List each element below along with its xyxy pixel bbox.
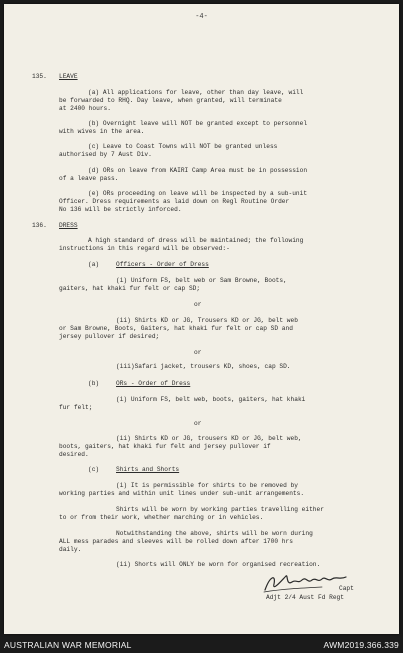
ors-ii-line-3: desired. [59,451,89,458]
shirts-notwithstanding-line-1: Notwithstanding the above, shirts will be worn during [116,530,313,537]
leave-b-line-2: with wives in the area. [59,128,145,135]
ors-heading: ORs - Order of Dress [116,380,191,387]
page-number: -4- [195,13,208,21]
ors-i-line-2: fur felt; [59,404,93,411]
leave-a-line-1: (a) All applications for leave, other than day leave, will [88,89,304,96]
dress-intro-line-1: A high standard of dress will be maintained; the following [88,237,304,244]
handwritten-signature [262,570,372,594]
shirts-will-line-1: Shirts will be worn by working parties travelling either [116,506,324,513]
ors-marker: (b) [88,380,100,387]
officers-marker: (a) [88,261,100,268]
officers-i-line-2: gaiters, hat khaki fur felt or cap SD; [59,285,201,292]
leave-e-line-1: (e) ORs proceeding on leave will be inspected by a sub-unit [88,190,308,197]
archive-footer [0,637,403,653]
shirts-heading: Shirts and Shorts [116,466,180,473]
or-separator-3: or [194,420,202,427]
officers-ii-line-1: (ii) Shirts KD or JG, Trousers KD or JG, belt web [116,317,298,324]
section-135-heading: LEAVE [59,73,78,80]
leave-d-line-2: of a leave pass. [59,175,119,182]
leave-e-line-3: No 136 will be strictly inforced. [59,206,182,213]
leave-e-line-2: Officer. Dress requirements as laid down on Regl Routine Order [59,198,290,205]
ors-i-line-1: (i) Uniform FS, belt web, boots, gaiters, hat khaki [116,396,306,403]
shirts-marker: (c) [88,466,100,473]
officers-heading: Officers - Order of Dress [116,261,209,268]
shirts-i-line-1: (i) It is permissible for shirts to be removed by [116,482,298,489]
ors-ii-line-1: (ii) Shirts KD or JG, trousers KD or JG, belt web, [116,435,302,442]
section-136-number: 136. [32,222,47,229]
signature-appointment: Adjt 2/4 Aust Fd Regt [266,594,344,601]
leave-c-line-2: authorised by 7 Aust Div. [59,151,152,158]
leave-c-line-1: (c) Leave to Coast Towns will NOT be granted unless [88,143,278,150]
leave-d-line-1: (d) ORs on leave from KAIRI Camp Area must be in possession [88,167,308,174]
dress-intro-line-2: instructions in this regard will be observed:- [59,245,230,252]
leave-a-line-2: be forwarded to RHQ. Day leave, when granted, will terminate [59,97,282,104]
shirts-i-line-2: working parties and within unit lines under sub-unit arrangements. [59,490,305,497]
shirts-notwithstanding-line-2: ALL mess parades and sleeves will be rolled down after 1700 hrs [59,538,293,545]
section-136-heading: DRESS [59,222,78,229]
officers-ii-line-3: jersey pullover if desired; [59,333,160,340]
section-135-number: 135. [32,73,47,80]
or-separator-2: or [194,349,202,356]
shorts-ii-line: (ii) Shorts will ONLY be worn for organised recreation. [116,561,321,568]
officers-i-line-1: (i) Uniform FS, belt web or Sam Browne, Boots, [116,277,287,284]
shirts-notwithstanding-line-3: daily. [59,546,82,553]
leave-b-line-1: (b) Overnight leave will NOT be granted except to personnel [88,120,308,127]
footer-institution: AUSTRALIAN WAR MEMORIAL [4,640,132,650]
or-separator-1: or [194,301,202,308]
ors-ii-line-2: boots, gaiters, hat khaki fur felt and jersey pullover if [59,443,271,450]
document-page [4,4,399,634]
officers-iii-line: (iii)Safari jacket, trousers KD, shoes, cap SD. [116,363,291,370]
shirts-will-line-2: to or from their work, whether marching or in vehicles. [59,514,264,521]
officers-ii-line-2: or Sam Browne, Boots, Gaiters, hat khaki fur felt or cap SD and [59,325,293,332]
footer-accession-number: AWM2019.366.339 [323,640,399,650]
signature-rank: Capt [339,585,354,592]
leave-a-line-3: at 2400 hours. [59,105,111,112]
